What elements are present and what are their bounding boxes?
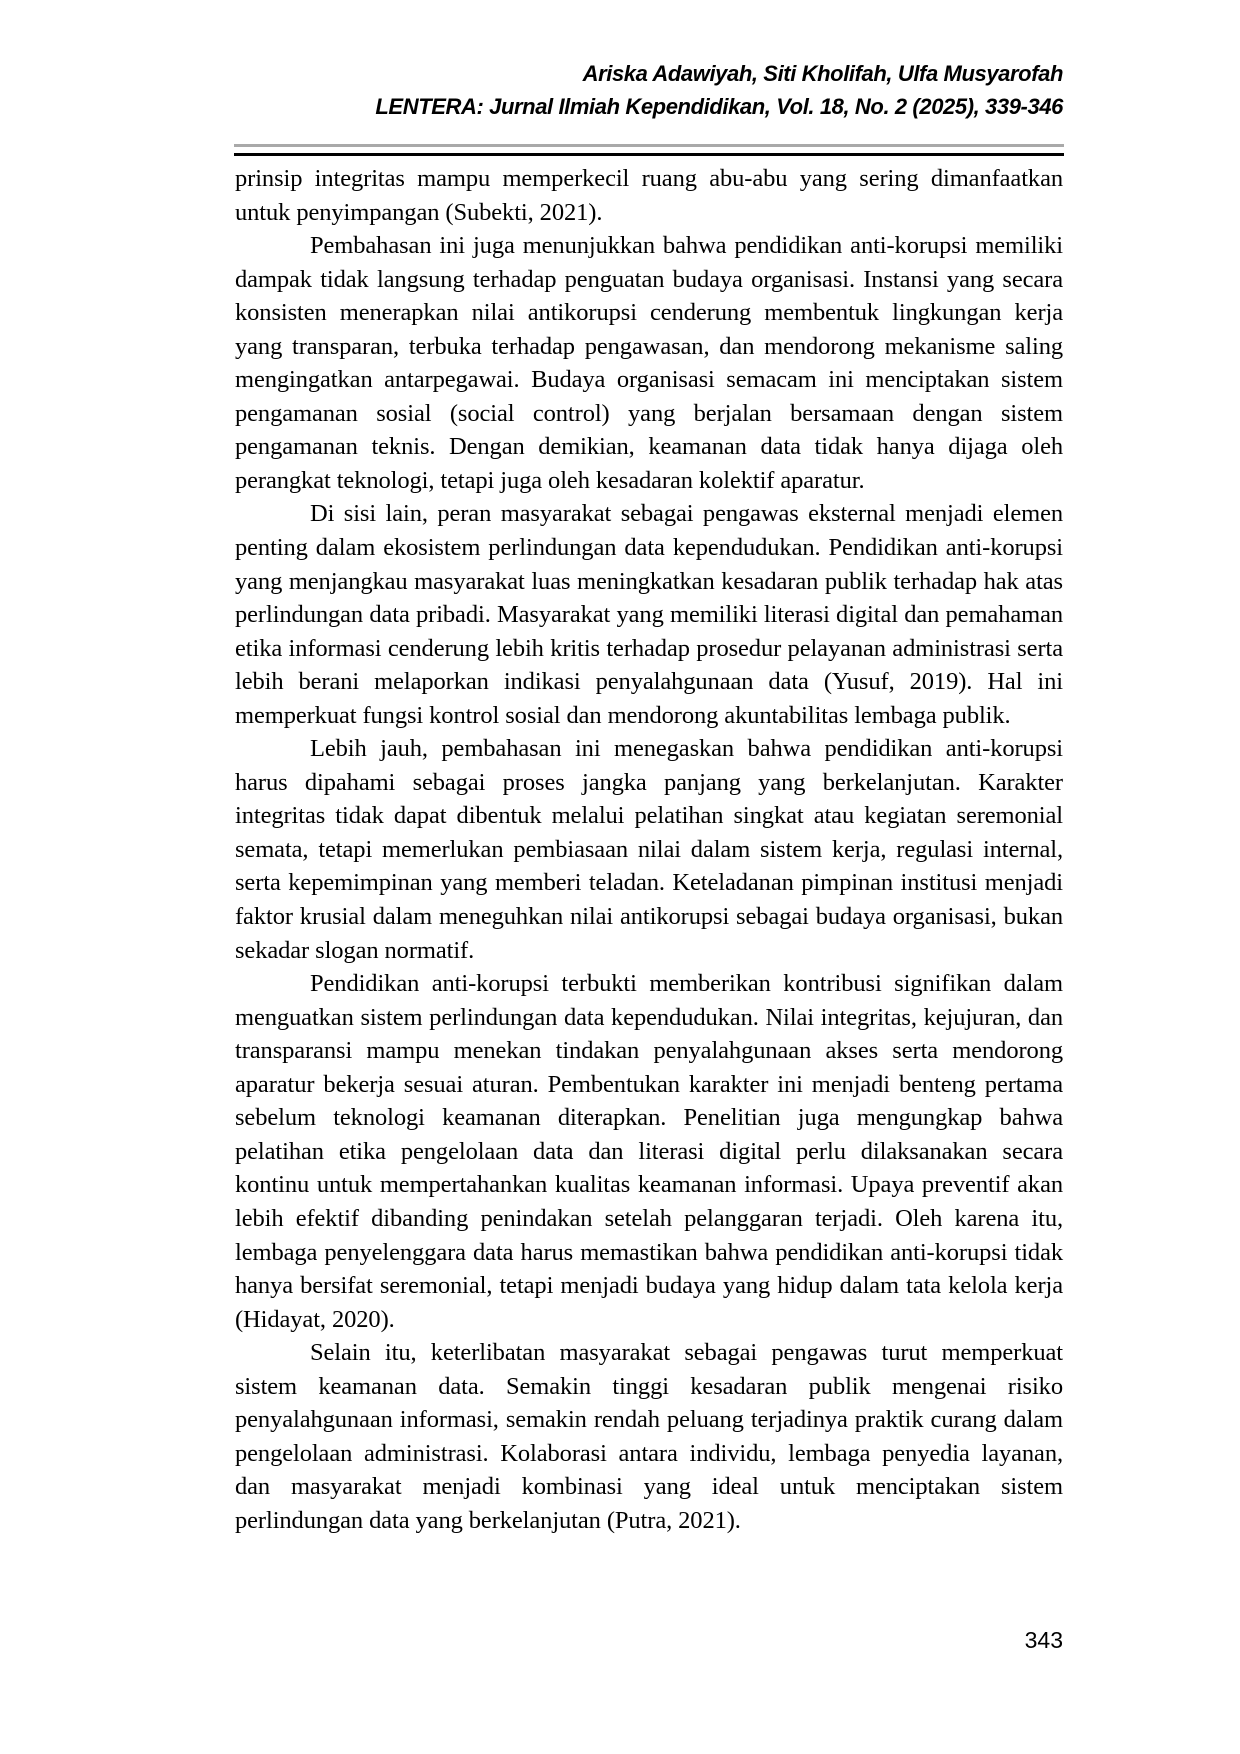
article-body [235,162,1063,1537]
body-paragraph: Selain itu, keterlibatan masyarakat sebagai pengawas turut memperkuat sistem keamanan data. Semakin tinggi kesadaran publik mengenai risiko penyalahgunaan informasi, semakin rendah peluang terjadinya praktik curang dalam pengelolaan administrasi. Kolaborasi antara individu, lembaga penyedia layanan, dan masyarakat menjadi kombinasi yang ideal untuk menciptakan sistem perlindungan data yang berkelanjutan (Putra, 2021). [235,1339,1063,1534]
body-paragraph: Di sisi lain, peran masyarakat sebagai pengawas eksternal menjadi elemen penting dalam ekosistem perlindungan data kependudukan. Pendidikan anti-korupsi yang menjangkau masyarakat luas meningkatkan kesadaran publik terhadap hak atas perlindungan data pribadi. Masyarakat yang memiliki literasi digital dan pemahaman etika informasi cenderung lebih kritis terhadap prosedur pelayanan administrasi serta lebih berani melaporkan indikasi penyalahgunaan data (Yusuf, 2019). Hal ini memperkuat fungsi kontrol sosial dan mendorong akuntabilitas lembaga publik. [235,500,1063,729]
body-paragraph: Lebih jauh, pembahasan ini menegaskan bahwa pendidikan anti-korupsi harus dipahami sebagai proses jangka panjang yang berkelanjutan. Karakter integritas tidak dapat dibentuk melalui pelatihan singkat atau kegiatan seremonial semata, tetapi memerlukan pembiasaan nilai dalam sistem kerja, regulasi internal, serta kepemimpinan yang memberi teladan. Keteladanan pimpinan institusi menjadi faktor krusial dalam meneguhkan nilai antikorupsi sebagai budaya organisasi, bukan sekadar slogan normatif. [235,735,1063,964]
body-paragraph: Pendidikan anti-korupsi terbukti memberikan kontribusi signifikan dalam menguatkan sistem perlindungan data kependudukan. Nilai integritas, kejujuran, dan transparansi mampu menekan tindakan penyalahgunaan akses serta mendorong aparatur bekerja sesuai aturan. Pembentukan karakter ini menjadi benteng pertama sebelum teknologi keamanan diterapkan. Penelitian juga mengungkap bahwa pelatihan etika pengelolaan data dan literasi digital perlu dilaksanakan secara kontinu untuk mempertahankan kualitas keamanan informasi. Upaya preventif akan lebih efektif dibanding penindakan setelah pelanggaran terjadi. Oleh karena itu, lembaga penyelenggara data harus memastikan bahwa pendidikan anti-korupsi tidak hanya bersifat seremonial, tetapi menjadi budaya yang hidup dalam tata kelola kerja (Hidayat, 2020). [235,970,1063,1333]
body-paragraph: prinsip integritas mampu memperkecil ruang abu-abu yang sering dimanfaatkan untuk penyimpangan (Subekti, 2021). [235,165,1063,226]
header-journal-citation: LENTERA: Jurnal Ilmiah Kependidikan, Vol. 18, No. 2 (2025), 339-346 [375,94,1063,119]
page-number: 343 [1024,1627,1063,1653]
body-paragraph: Pembahasan ini juga menunjukkan bahwa pendidikan anti-korupsi memiliki dampak tidak langsung terhadap penguatan budaya organisasi. Instansi yang secara konsisten menerapkan nilai antikorupsi cenderung membentuk lingkungan kerja yang transparan, terbuka terhadap pengawasan, dan mendorong mekanisme saling mengingatkan antarpegawai. Budaya organisasi semacam ini menciptakan sistem pengamanan sosial (social control) yang berjalan bersamaan dengan sistem pengamanan teknis. Dengan demikian, keamanan data tidak hanya dijaga oleh perangkat teknologi, tetapi juga oleh kesadaran kolektif aparatur. [235,232,1063,494]
page-header [235,57,1063,123]
header-separator-rule-top [234,144,1064,147]
header-separator-rule-bottom [234,153,1064,156]
header-authors: Ariska Adawiyah, Siti Kholifah, Ulfa Musyarofah [582,61,1063,86]
